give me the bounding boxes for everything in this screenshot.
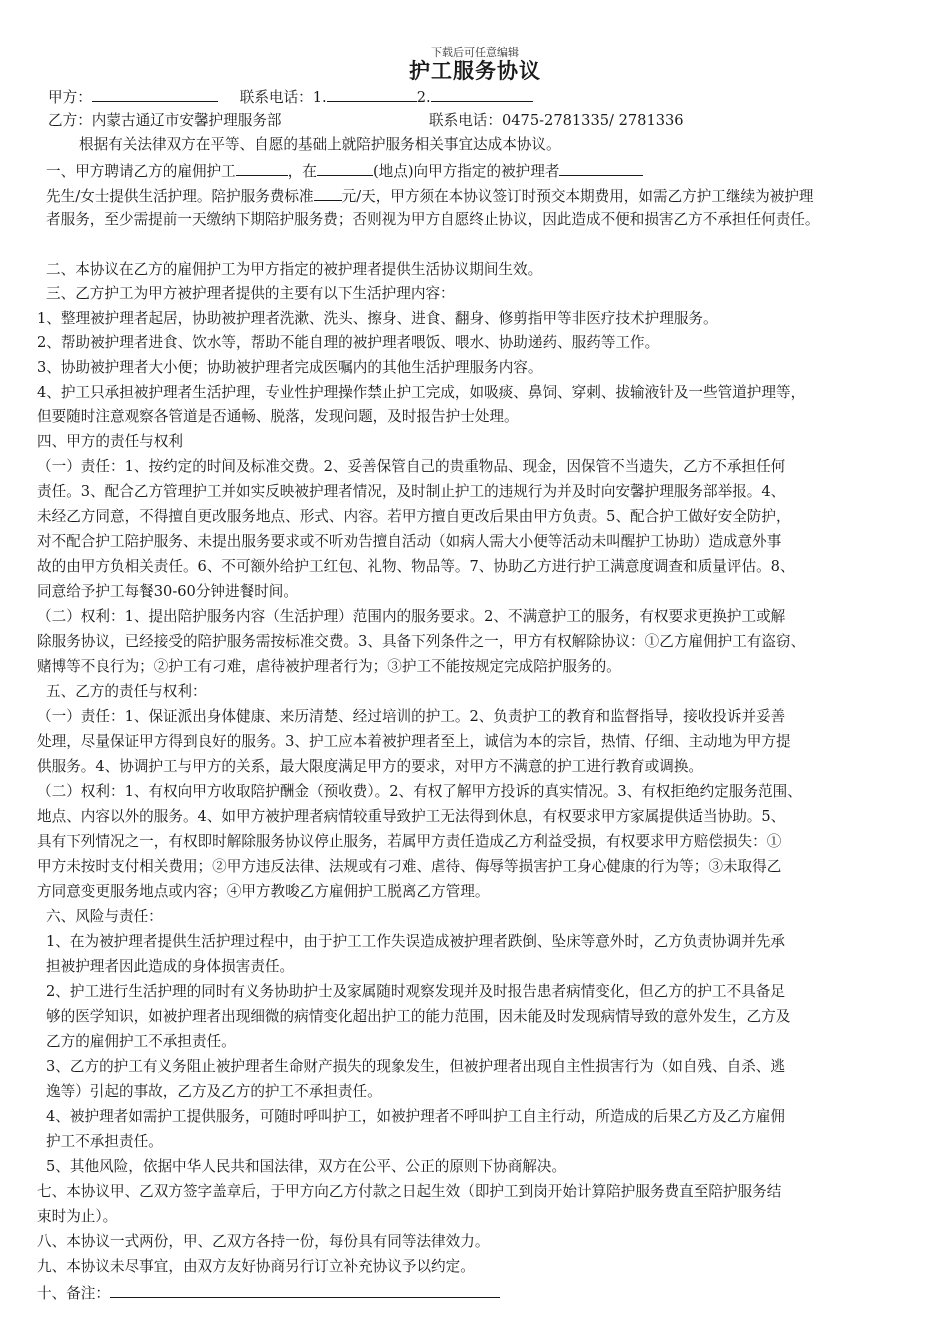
download-note: 下载后可任意编辑 <box>431 46 519 59</box>
party-a-phone1-blank <box>327 87 417 102</box>
section-5-right-line-3: 具有下列情况之一，有权即时解除服务协议停止服务，若属甲方责任造成乙方利益受损，有权要求甲方赔偿损失：① <box>37 833 782 850</box>
section-6-item-2-line-1: 2、护工进行生活护理的同时有义务协助护士及家属随时观察发现并及时报告患者病情变化，但乙方的护工不具备足 <box>46 983 785 1000</box>
section-1-line-3: 者服务，至少需提前一天缴纳下期陪护服务费；否则视为甲方自愿终止协议，因此造成不便和损害乙方不承担任何责任。 <box>46 211 820 228</box>
party-a-label: 甲方： <box>48 89 92 106</box>
section-6-item-4-line-2: 护工不承担责任。 <box>46 1133 163 1150</box>
section-6-item-1-line-1: 1、在为被护理者提供生活护理过程中，由于护工工作失误造成被护理者跌倒、坠床等意外时，乙方负责协调并先承 <box>46 933 785 950</box>
location-blank <box>317 161 373 176</box>
section-6-item-5: 5、其他风险，依据中华人民共和国法律，双方在公平、公正的原则下协商解决。 <box>46 1158 567 1175</box>
section-1-line-2 <box>46 186 814 206</box>
section-4-right-line-2: 除服务协议，已经接受的陪护服务需按标准交费。3、具备下列条件之一，甲方有权解除协议：①乙方雇佣护工有盗窃、 <box>37 633 806 650</box>
section-4-duty-line-4: 对不配合护工陪护服务、未提出服务要求或不听劝告擅自活动（如病人需大小便等活动未叫醒护工协助）造成意外事 <box>37 533 782 550</box>
section-1-text-d: 先生/女士提供生活护理。陪护服务费标准 <box>46 188 314 205</box>
section-1-text-b: ，在 <box>287 163 317 180</box>
section-1-text-a: 一、甲方聘请乙方的雇佣护工 <box>46 163 236 180</box>
section-3-item-4-line-1: 4、护工只承担被护理者生活护理，专业性护理操作禁止护工完成，如吸痰、鼻饲、穿刺、拔输液针及一些管道护理等， <box>37 384 806 401</box>
remarks-label: 十、备注： <box>37 1285 110 1302</box>
section-1-text-c: (地点)向甲方指定的被护理者 <box>372 163 560 180</box>
section-4-heading: 四、甲方的责任与权利 <box>37 433 183 450</box>
remarks-blank <box>110 1283 500 1298</box>
section-3-item-4-line-2: 但要随时注意观察各管道是否通畅、脱落，发现问题，及时报告护士处理。 <box>37 408 519 425</box>
intro-paragraph: 根据有关法律双方在平等、自愿的基础上就陪护服务相关事宜达成本协议。 <box>79 136 561 153</box>
section-4-duty-line-1: （一）责任：1、按约定的时间及标准交费。2、妥善保管自己的贵重物品、现金，因保管不当遗失，乙方不承担任何 <box>37 458 786 475</box>
section-5-right-line-1: （二）权利：1、有权向甲方收取陪护酬金（预收费）。2、有权了解甲方投诉的真实情况。3、有权拒绝约定服务范围、 <box>37 783 802 800</box>
party-a-phone-label: 联系电话：1. <box>239 89 327 106</box>
section-5-duty-line-3: 供服务。4、协调护工与甲方的关系，最大限度满足甲方的要求，对甲方不满意的护工进行教育或调换。 <box>37 758 704 775</box>
party-a-phone2-blank <box>431 87 533 102</box>
section-6-item-3-line-1: 3、乙方的护工有义务阻止被护理者生命财产损失的现象发生，但被护理者出现自主性损害行为（如自残、自杀、逃 <box>46 1058 785 1075</box>
section-4-duty-line-5: 故的由甲方负相关责任。6、不可额外给护工红包、礼物、物品等。7、协助乙方进行护工满意度调查和质量评估。8、 <box>37 558 795 575</box>
section-4-right-line-3: 赌博等不良行为；②护工有刁难，虐待被护理者行为；③护工不能按规定完成陪护服务的。 <box>37 658 621 675</box>
section-5-heading: 五、乙方的责任与权利： <box>46 683 207 700</box>
section-5-duty-line-2: 处理，尽量保证甲方得到良好的服务。3、护工应本着被护理者至上，诚信为本的宗旨，热情、仔细、主动地为甲方提 <box>37 733 791 750</box>
section-7-line-2: 束时为止）。 <box>37 1208 118 1225</box>
section-4-duty-line-2: 责任。3、配合乙方管理护工并如实反映被护理者情况，及时制止护工的违规行为并及时向安馨护理服务部举报。4、 <box>37 483 786 500</box>
section-6-item-4-line-1: 4、被护理者如需护工提供服务，可随时呼叫护工，如被护理者不呼叫护工自主行动，所造成的后果乙方及乙方雇佣 <box>46 1108 785 1125</box>
section-4-right-line-1: （二）权利：1、提出陪护服务内容（生活护理）范围内的服务要求。2、不满意护工的服务，有权要求更换护工或解 <box>37 608 786 625</box>
section-6-item-3-line-2: 逸等）引起的事故，乙方及乙方的护工不承担责任。 <box>46 1083 382 1100</box>
section-3-heading: 三、乙方护工为甲方被护理者提供的主要有以下生活护理内容： <box>46 285 455 302</box>
section-6-item-1-line-2: 担被护理者因此造成的身体损害责任。 <box>46 958 295 975</box>
section-3-item-2: 2、帮助被护理者进食、饮水等，帮助不能自理的被护理者喂饭、喂水、协助递药、服药等工作。 <box>37 334 660 351</box>
section-2: 二、本协议在乙方的雇佣护工为甲方指定的被护理者提供生活协议期间生效。 <box>46 261 543 278</box>
section-5-right-line-2: 地点、内容以外的服务。4、如甲方被护理者病情较重导致护工无法得到休息，有权要求甲方家属提供适当协助。5、 <box>37 808 786 825</box>
section-8: 八、本协议一式两份，甲、乙双方各持一份，每份具有同等法律效力。 <box>37 1233 490 1250</box>
party-a-name-blank <box>92 87 218 102</box>
party-b-line <box>48 112 282 130</box>
section-1-text-e: 元/天，甲方须在本协议签订时预交本期费用，如需乙方护工继续为被护理 <box>341 188 814 205</box>
section-5-duty-line-1: （一）责任：1、保证派出身体健康、来历清楚、经过培训的护工。2、负责护工的教育和监督指导，接收投诉并妥善 <box>37 708 786 725</box>
patient-name-blank <box>559 161 643 176</box>
section-6-heading: 六、风险与责任： <box>46 908 163 925</box>
party-b-phone: 联系电话：0475-2781335/ 2781336 <box>429 112 684 129</box>
section-9: 九、本协议未尽事宜，由双方友好协商另行订立补充协议予以约定。 <box>37 1258 475 1275</box>
section-6-item-2-line-2: 够的医学知识，如被护理者出现细微的病情变化超出护工的能力范围，因未能及时发现病情导致的意外发生，乙方及 <box>46 1008 791 1025</box>
fee-blank <box>314 186 342 201</box>
section-5-right-line-4: 甲方未按时支付相关费用；②甲方违反法律、法规或有刁难、虐待、侮辱等损害护工身心健康的行为等；③未取得乙 <box>37 858 782 875</box>
section-5-right-line-5: 方同意变更服务地点或内容；④甲方教唆乙方雇佣护工脱离乙方管理。 <box>37 883 490 900</box>
section-3-item-3: 3、协助被护理者大小便；协助被护理者完成医嘱内的其他生活护理服务内容。 <box>37 359 543 376</box>
section-3-item-1: 1、整理被护理者起居，协助被护理者洗漱、洗头、擦身、进食、翻身、修剪指甲等非医疗技术护理服务。 <box>37 310 718 327</box>
party-a-phone-sep: 2. <box>416 89 431 106</box>
section-7-line-1: 七、本协议甲、乙双方签字盖章后，于甲方向乙方付款之日起生效（即护工到岗开始计算陪护服务费直至陪护服务结 <box>37 1183 782 1200</box>
section-4-duty-line-3: 未经乙方同意，不得擅自更改服务地点、形式、内容。若甲方擅自更改后果由甲方负责。5、配合护工做好安全防护， <box>37 508 791 525</box>
section-10-remarks <box>37 1283 500 1303</box>
party-b-name: 乙方：内蒙古通辽市安馨护理服务部 <box>48 112 282 129</box>
document-title: 护工服务协议 <box>409 58 541 83</box>
nurse-name-blank <box>236 161 288 176</box>
section-4-duty-line-6: 同意给予护工每餐30-60分钟进餐时间。 <box>37 583 298 600</box>
section-6-item-2-line-3: 乙方的雇佣护工不承担责任。 <box>46 1033 236 1050</box>
section-1-line-1 <box>46 161 643 181</box>
party-a-line <box>48 87 533 107</box>
